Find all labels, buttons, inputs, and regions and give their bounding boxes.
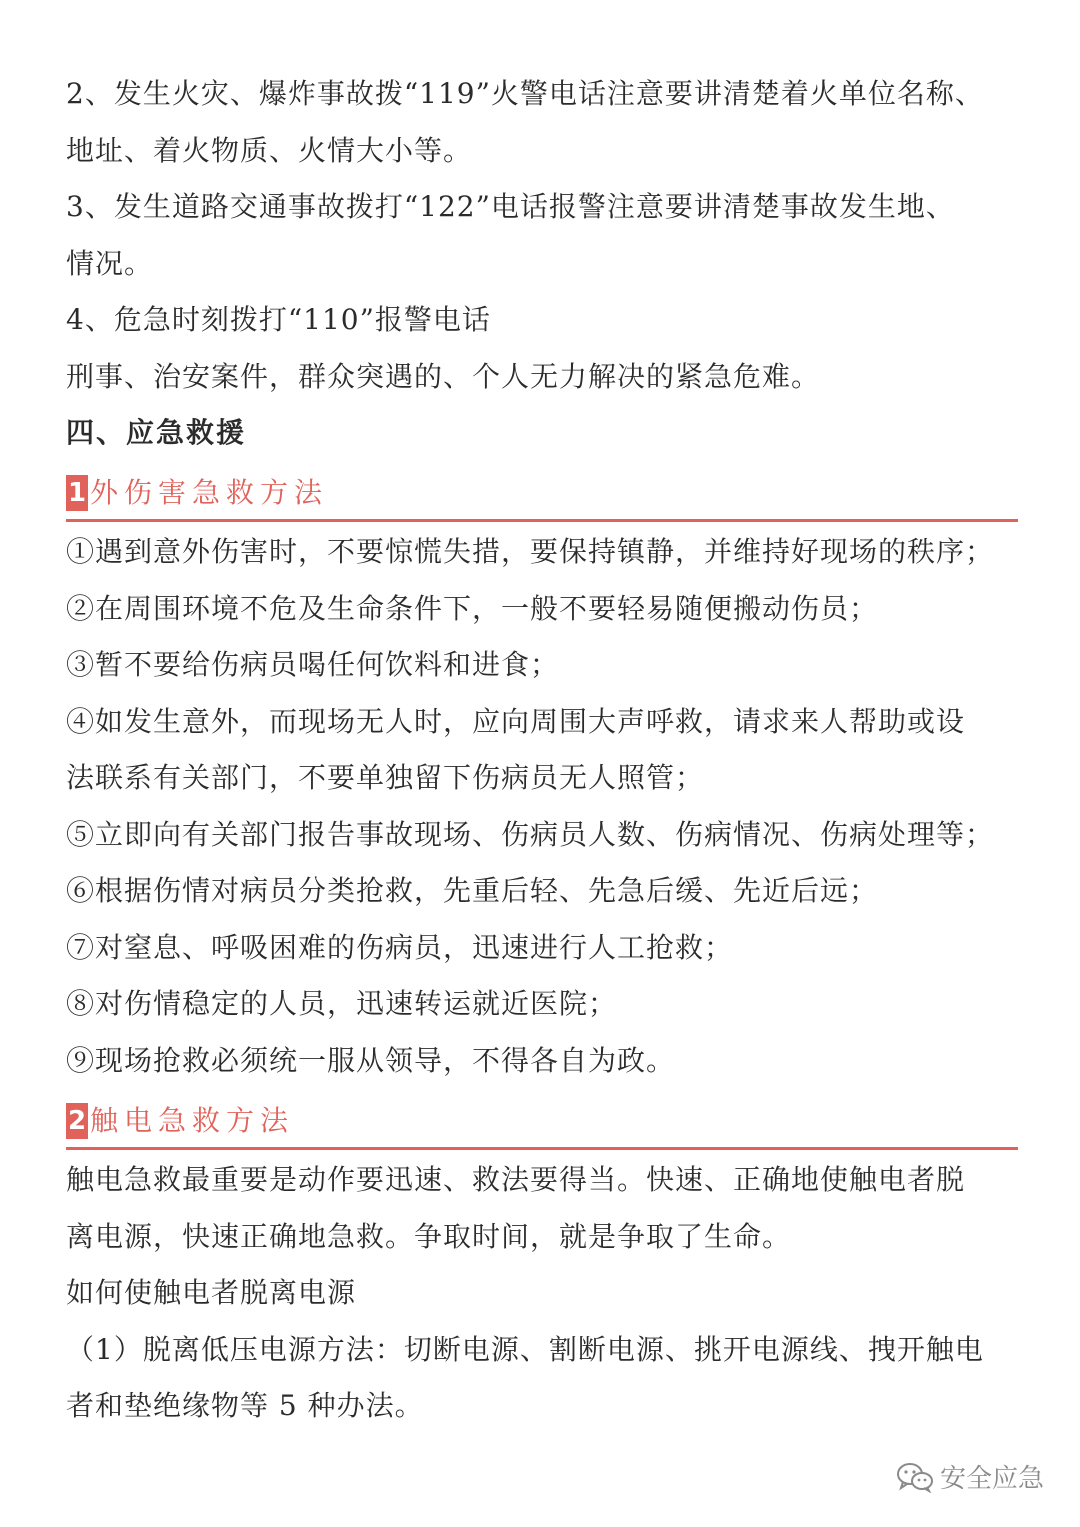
section-2-number: 2 — [66, 1103, 88, 1139]
list-item: ④如发生意外，而现场无人时，应向周围大声呼救，请求来人帮助或设 — [66, 704, 966, 738]
wechat-icon — [896, 1461, 934, 1493]
section-1-title: 外伤害急救方法 — [90, 476, 329, 509]
list-item: 法联系有关部门，不要单独留下伤病员无人照管； — [66, 761, 705, 794]
section-2-header — [66, 1095, 1018, 1150]
list-item: ⑤立即向有关部门报告事故现场、伤病员人数、伤病情况、伤病处理等； — [66, 817, 995, 851]
list-item: ⑨现场抢救必须统一服从领导，不得各自为政。 — [66, 1043, 676, 1077]
section-1-header — [66, 467, 1018, 522]
section-2-title: 触电急救方法 — [90, 1104, 295, 1137]
document-body — [66, 66, 1018, 1435]
paragraph-line: 如何使触电者脱离电源 — [66, 1276, 357, 1309]
paragraph-line: 情况。 — [66, 246, 154, 280]
list-item: ⑧对伤情稳定的人员，迅速转运就近医院； — [66, 987, 618, 1020]
watermark — [896, 1458, 1044, 1495]
paragraph-line: 者和垫绝缘物等 5 种办法。 — [66, 1389, 424, 1422]
paragraph-line: （1）脱离低压电源方法：切断电源、割断电源、挑开电源线、拽开触电 — [66, 1332, 984, 1366]
section-1-number: 1 — [66, 475, 88, 511]
list-item: ⑦对窒息、呼吸困难的伤病员，迅速进行人工抢救； — [66, 930, 734, 964]
paragraph-line: 地址、着火物质、火情大小等。 — [66, 133, 473, 167]
paragraph-line: 2、发生火灾、爆炸事故拨“119”火警电话注意要讲清楚着火单位名称、 — [66, 77, 984, 110]
paragraph-line: 4、危急时刻拨打“110”报警电话 — [66, 303, 491, 336]
list-item: ①遇到意外伤害时，不要惊慌失措，要保持镇静，并维持好现场的秩序； — [66, 535, 995, 568]
paragraph-line: 触电急救最重要是动作要迅速、救法要得当。快速、正确地使触电者脱 — [66, 1163, 966, 1196]
paragraph-line: 刑事、治安案件，群众突遇的、个人无力解决的紧急危难。 — [66, 359, 821, 393]
paragraph-line: 离电源，快速正确地急救。争取时间，就是争取了生命。 — [66, 1219, 792, 1253]
list-item: ⑥根据伤情对病员分类抢救，先重后轻、先急后缓、先近后远； — [66, 874, 879, 907]
list-item: ②在周围环境不危及生命条件下，一般不要轻易随便搬动伤员； — [66, 591, 879, 625]
watermark-text: 安全应急 — [939, 1464, 1044, 1494]
section-heading-4: 四、应急救援 — [66, 416, 247, 449]
list-item: ③暂不要给伤病员喝任何饮料和进食； — [66, 648, 560, 681]
paragraph-line: 3、发生道路交通事故拨打“122”电话报警注意要讲清楚事故发生地、 — [66, 190, 955, 223]
